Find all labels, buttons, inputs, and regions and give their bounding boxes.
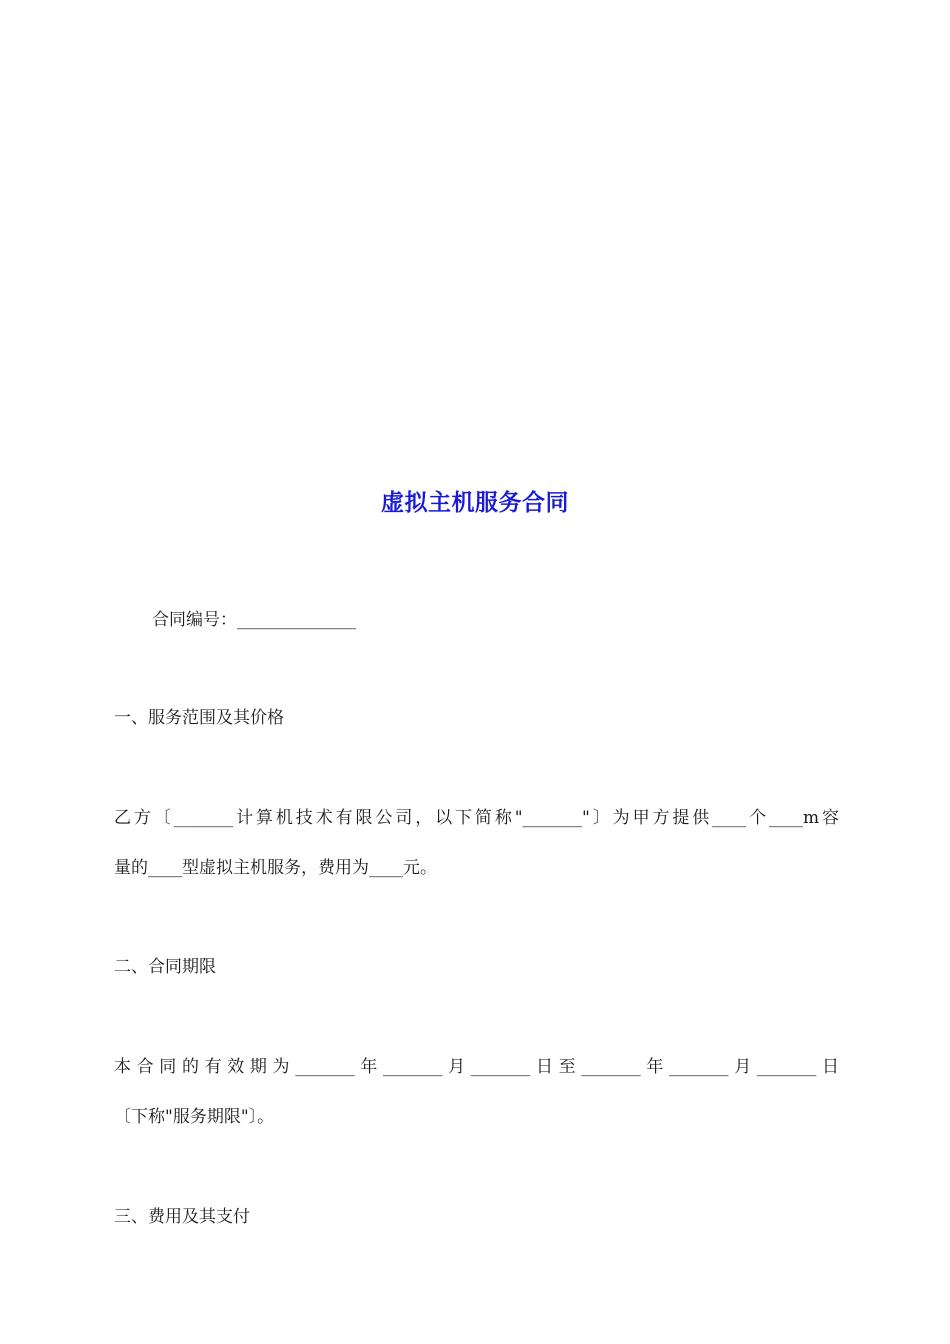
document-title: 虚拟主机服务合同	[381, 490, 569, 516]
section-heading-term: 二、合同期限	[114, 957, 216, 977]
paragraph-term-line-1: 本合同的有效期为_______年_______月_______日至_______年_______月_______日	[114, 1057, 839, 1077]
paragraph-scope-line-2: 量的____型虚拟主机服务，费用为____元。	[114, 858, 437, 878]
paragraph-term-line-2: 〔下称"服务期限"〕。	[114, 1107, 275, 1127]
contract-number-line: 合同编号：______________	[152, 610, 356, 630]
paragraph-scope-line-1: 乙方〔_______计算机技术有限公司，以下简称"_______"〕为甲方提供____个____m容	[114, 808, 839, 828]
section-heading-scope: 一、服务范围及其价格	[114, 708, 284, 728]
section-heading-payment: 三、费用及其支付	[114, 1207, 250, 1227]
